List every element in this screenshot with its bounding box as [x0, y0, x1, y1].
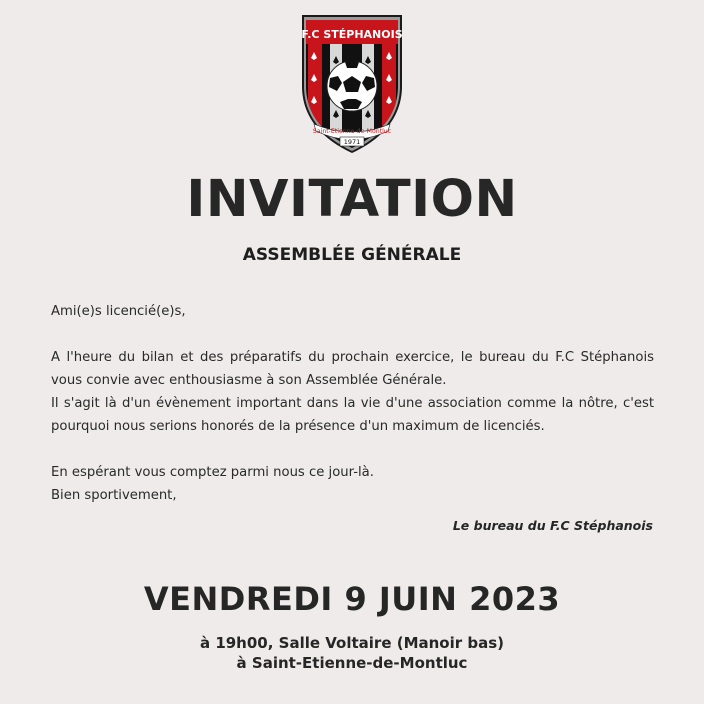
- soccer-ball-icon: [327, 60, 377, 111]
- crest-year: 1971: [343, 138, 361, 146]
- event-time-place: à 19h00, Salle Voltaire (Manoir bas): [199, 634, 505, 652]
- page-subtitle: ASSEMBLÉE GÉNÉRALE: [242, 245, 462, 265]
- closing-line-1: En espérant vous comptez parmi nous ce jour-là.: [51, 465, 374, 480]
- letter-body: [51, 300, 654, 507]
- paragraph-2: Il s'agit là d'un évènement important dans la vie d'une association comme la nôtre, c'est pourquoi nous serions honorés de la présence d'un maximum de licenciés.: [51, 396, 654, 434]
- event-date: VENDREDI 9 JUIN 2023: [143, 580, 561, 618]
- closing-line-2: Bien sportivement,: [51, 488, 177, 503]
- signature: Le bureau du F.C Stéphanois: [452, 518, 653, 533]
- event-details: [0, 633, 704, 673]
- club-crest-logo: [300, 12, 404, 154]
- crest-town: Saint-Etienne-de-Montluc: [312, 128, 392, 135]
- greeting: Ami(e)s licencié(e)s,: [51, 304, 186, 319]
- page-title: INVITATION: [186, 170, 518, 229]
- paragraph-1: A l'heure du bilan et des préparatifs du prochain exercice, le bureau du F.C Stéphanois vous convie avec enthousiasme à son Assemblée Générale.: [51, 350, 654, 388]
- crest-club-name: F.C STÉPHANOIS: [301, 28, 403, 41]
- event-city: à Saint-Etienne-de-Montluc: [236, 654, 468, 672]
